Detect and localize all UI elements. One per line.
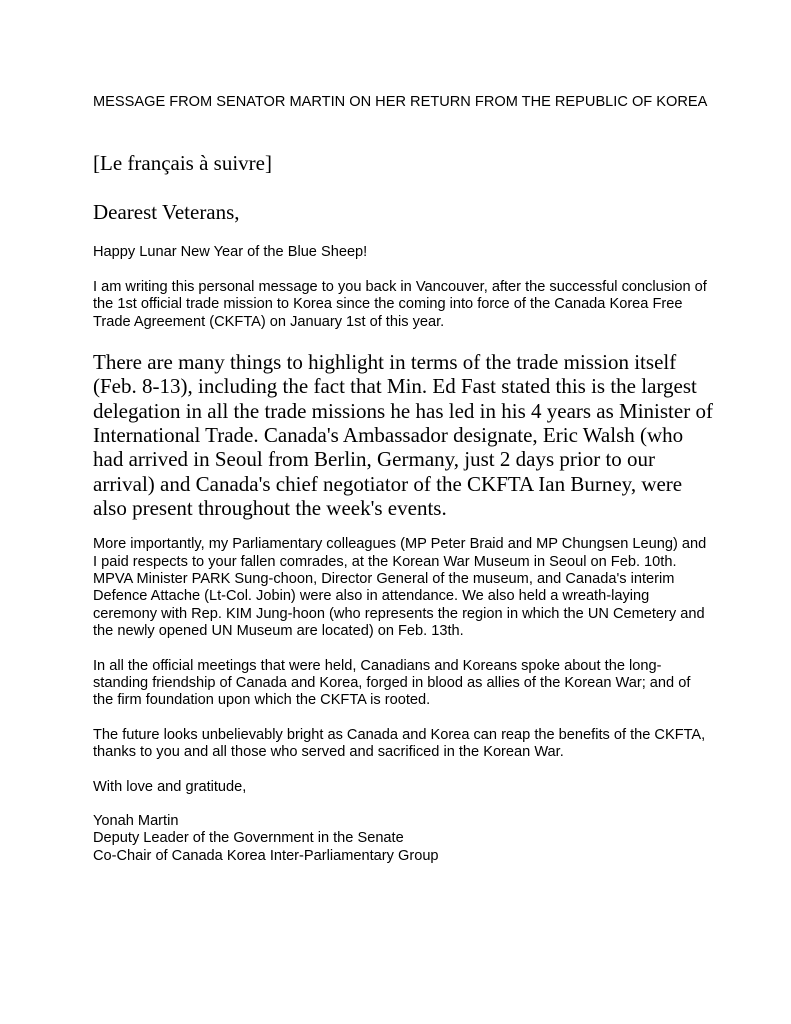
letter-page: [93, 94, 713, 865]
letter-greeting: Dearest Veterans,: [93, 200, 240, 225]
paragraph-important: More importantly, my Parliamentary colleagues (MP Peter Braid and MP Chungsen Leung) and I paid respects to your fallen comrades, at the Korean War Museum in Seoul on Feb. 10th. MPVA Minister PARK Sung-choon, Director General of the museum, and Canada's interim Defence Attache (Lt-Col. Jobin) were also in attendance. We also held a wreath-laying ceremony with Rep. KIM Jung-hoon (who represents the region in which the UN Cemetery and the newly opened UN Museum are located) on Feb. 13th.: [93, 536, 707, 640]
lunar-new-year-line: Happy Lunar New Year of the Blue Sheep!: [93, 244, 368, 261]
closing-line: With love and gratitude,: [93, 778, 247, 795]
signature-name: Yonah Martin: [93, 812, 179, 829]
signature-title-1: Deputy Leader of the Government in the Senate: [93, 830, 404, 847]
paragraph-writing: I am writing this personal message to you back in Vancouver, after the successful conclusion of the 1st official trade mission to Korea since the coming into force of the Canada Korea Free Trade Agreement (CKFTA) on January 1st of this year.: [93, 278, 707, 330]
paragraph-future: The future looks unbelievably bright as Canada and Korea can reap the benefits of the CKFTA, thanks to you and all those who served and sacrificed in the Korean War.: [93, 726, 706, 761]
signature-block: [93, 813, 713, 865]
letter-heading: MESSAGE FROM SENATOR MARTIN ON HER RETURN FROM THE REPUBLIC OF KOREA: [93, 94, 708, 110]
paragraph-highlight: There are many things to highlight in terms of the trade mission itself (Feb. 8-13), including the fact that Min. Ed Fast stated this is the largest delegation in all the trade missions he has led in his 4 years as Minister of International Trade. Canada's Ambassador designate, Eric Walsh (who had arrived in Seoul from Berlin, Germany, just 2 days prior to our arrival) and Canada's chief negotiator of the CKFTA Ian Burney, were also present throughout the week's events.: [93, 350, 713, 520]
paragraph-meetings: In all the official meetings that were held, Canadians and Koreans spoke about the long-standing friendship of Canada and Korea, forged in blood as allies of the Korean War; and of the firm foundation upon which the CKFTA is rooted.: [93, 657, 691, 709]
french-version-note: [Le français à suivre]: [93, 151, 272, 176]
signature-title-2: Co-Chair of Canada Korea Inter-Parliamentary Group: [93, 847, 439, 864]
